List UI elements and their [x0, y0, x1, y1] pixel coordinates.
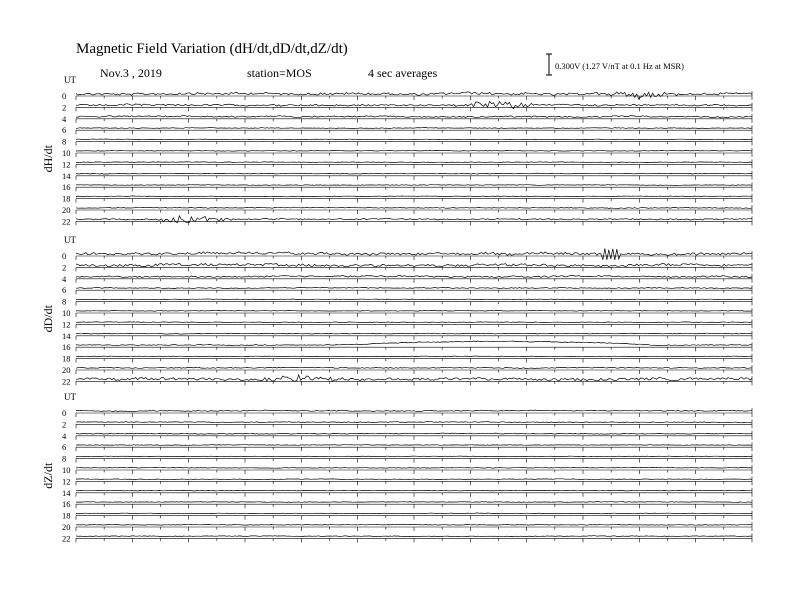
row-trace: [76, 536, 752, 537]
row-trace: [76, 333, 752, 334]
axis-label: dH/dt: [41, 145, 55, 173]
hour-label: 0: [62, 91, 67, 101]
hour-label: 4: [62, 430, 67, 441]
axis-label: dD/dt: [41, 305, 55, 333]
row-trace: [76, 479, 752, 480]
row-trace: [76, 150, 752, 151]
hour-label: 22: [62, 376, 71, 387]
hour-label: 22: [62, 216, 71, 227]
hour-label: 20: [62, 522, 71, 532]
hour-label: 16: [62, 182, 71, 193]
row-trace: [76, 490, 752, 491]
hour-label: 20: [62, 365, 71, 375]
row-trace: [76, 310, 752, 311]
hour-label: 6: [62, 125, 67, 136]
hour-label: 10: [62, 465, 71, 475]
row-trace: [76, 513, 752, 514]
scale-bar: [546, 54, 684, 75]
panels: [41, 75, 752, 543]
chart-title: Magnetic Field Variation (dH/dt,dD/dt,dZ/dt): [76, 41, 348, 57]
hour-label: 0: [62, 408, 67, 418]
row-trace: [76, 162, 752, 163]
row-trace: [76, 445, 752, 446]
hour-label: 0: [62, 251, 67, 261]
panel-dH-dt: [41, 75, 752, 226]
row-trace: [76, 139, 752, 140]
row-trace: [76, 299, 752, 300]
hour-label: 14: [62, 330, 71, 341]
hour-label: 2: [62, 419, 67, 430]
row-trace: [76, 502, 752, 503]
averaging-label: 4 sec averages: [368, 66, 438, 80]
ut-label: UT: [64, 75, 76, 85]
row-trace: [76, 322, 752, 323]
axis-label: dZ/dt: [41, 462, 55, 489]
hour-label: 14: [62, 487, 71, 498]
row-trace: [76, 116, 752, 118]
row-trace: [76, 467, 752, 468]
station-label: station=MOS: [247, 66, 312, 80]
ut-label: UT: [64, 235, 76, 245]
hour-label: 14: [62, 170, 71, 181]
row-trace: [76, 524, 752, 525]
hour-label: 12: [62, 476, 71, 487]
hour-label: 10: [62, 148, 71, 158]
row-trace: [76, 287, 752, 288]
row-trace: [76, 173, 752, 174]
row-trace: [76, 422, 752, 423]
hour-label: 12: [62, 159, 71, 170]
panel-dD-dt: [41, 235, 752, 386]
hour-label: 4: [62, 273, 67, 284]
row-trace: [76, 207, 752, 208]
hour-label: 18: [62, 193, 71, 204]
hour-label: 10: [62, 308, 71, 318]
row-trace: [76, 367, 752, 368]
hour-label: 2: [62, 262, 67, 273]
hour-label: 8: [62, 453, 67, 464]
ut-label: UT: [64, 392, 76, 402]
hour-label: 20: [62, 205, 71, 215]
hour-label: 18: [62, 510, 71, 521]
hour-label: 6: [62, 442, 67, 453]
hour-label: 18: [62, 353, 71, 364]
row-trace: [76, 341, 752, 346]
hour-label: 8: [62, 136, 67, 147]
row-trace: [76, 128, 752, 129]
scale-bar-label: 0.300V (1.27 V/nT at 0.1 Hz at MSR): [555, 61, 684, 71]
row-trace: [76, 185, 752, 186]
hour-label: 4: [62, 113, 67, 124]
hour-label: 16: [62, 342, 71, 353]
row-trace: [76, 410, 752, 412]
hour-label: 2: [62, 102, 67, 113]
date-label: Nov.3 , 2019: [100, 66, 162, 80]
hour-label: 16: [62, 499, 71, 510]
hour-label: 22: [62, 533, 71, 544]
row-trace: [76, 375, 752, 382]
row-trace: [76, 275, 752, 277]
panel-dZ-dt: [41, 392, 752, 543]
hour-label: 6: [62, 285, 67, 296]
row-trace: [76, 356, 752, 357]
row-trace: [76, 263, 752, 267]
hour-label: 8: [62, 296, 67, 307]
hour-label: 12: [62, 319, 71, 330]
row-trace: [76, 456, 752, 457]
row-trace: [76, 433, 752, 434]
row-trace: [76, 196, 752, 197]
